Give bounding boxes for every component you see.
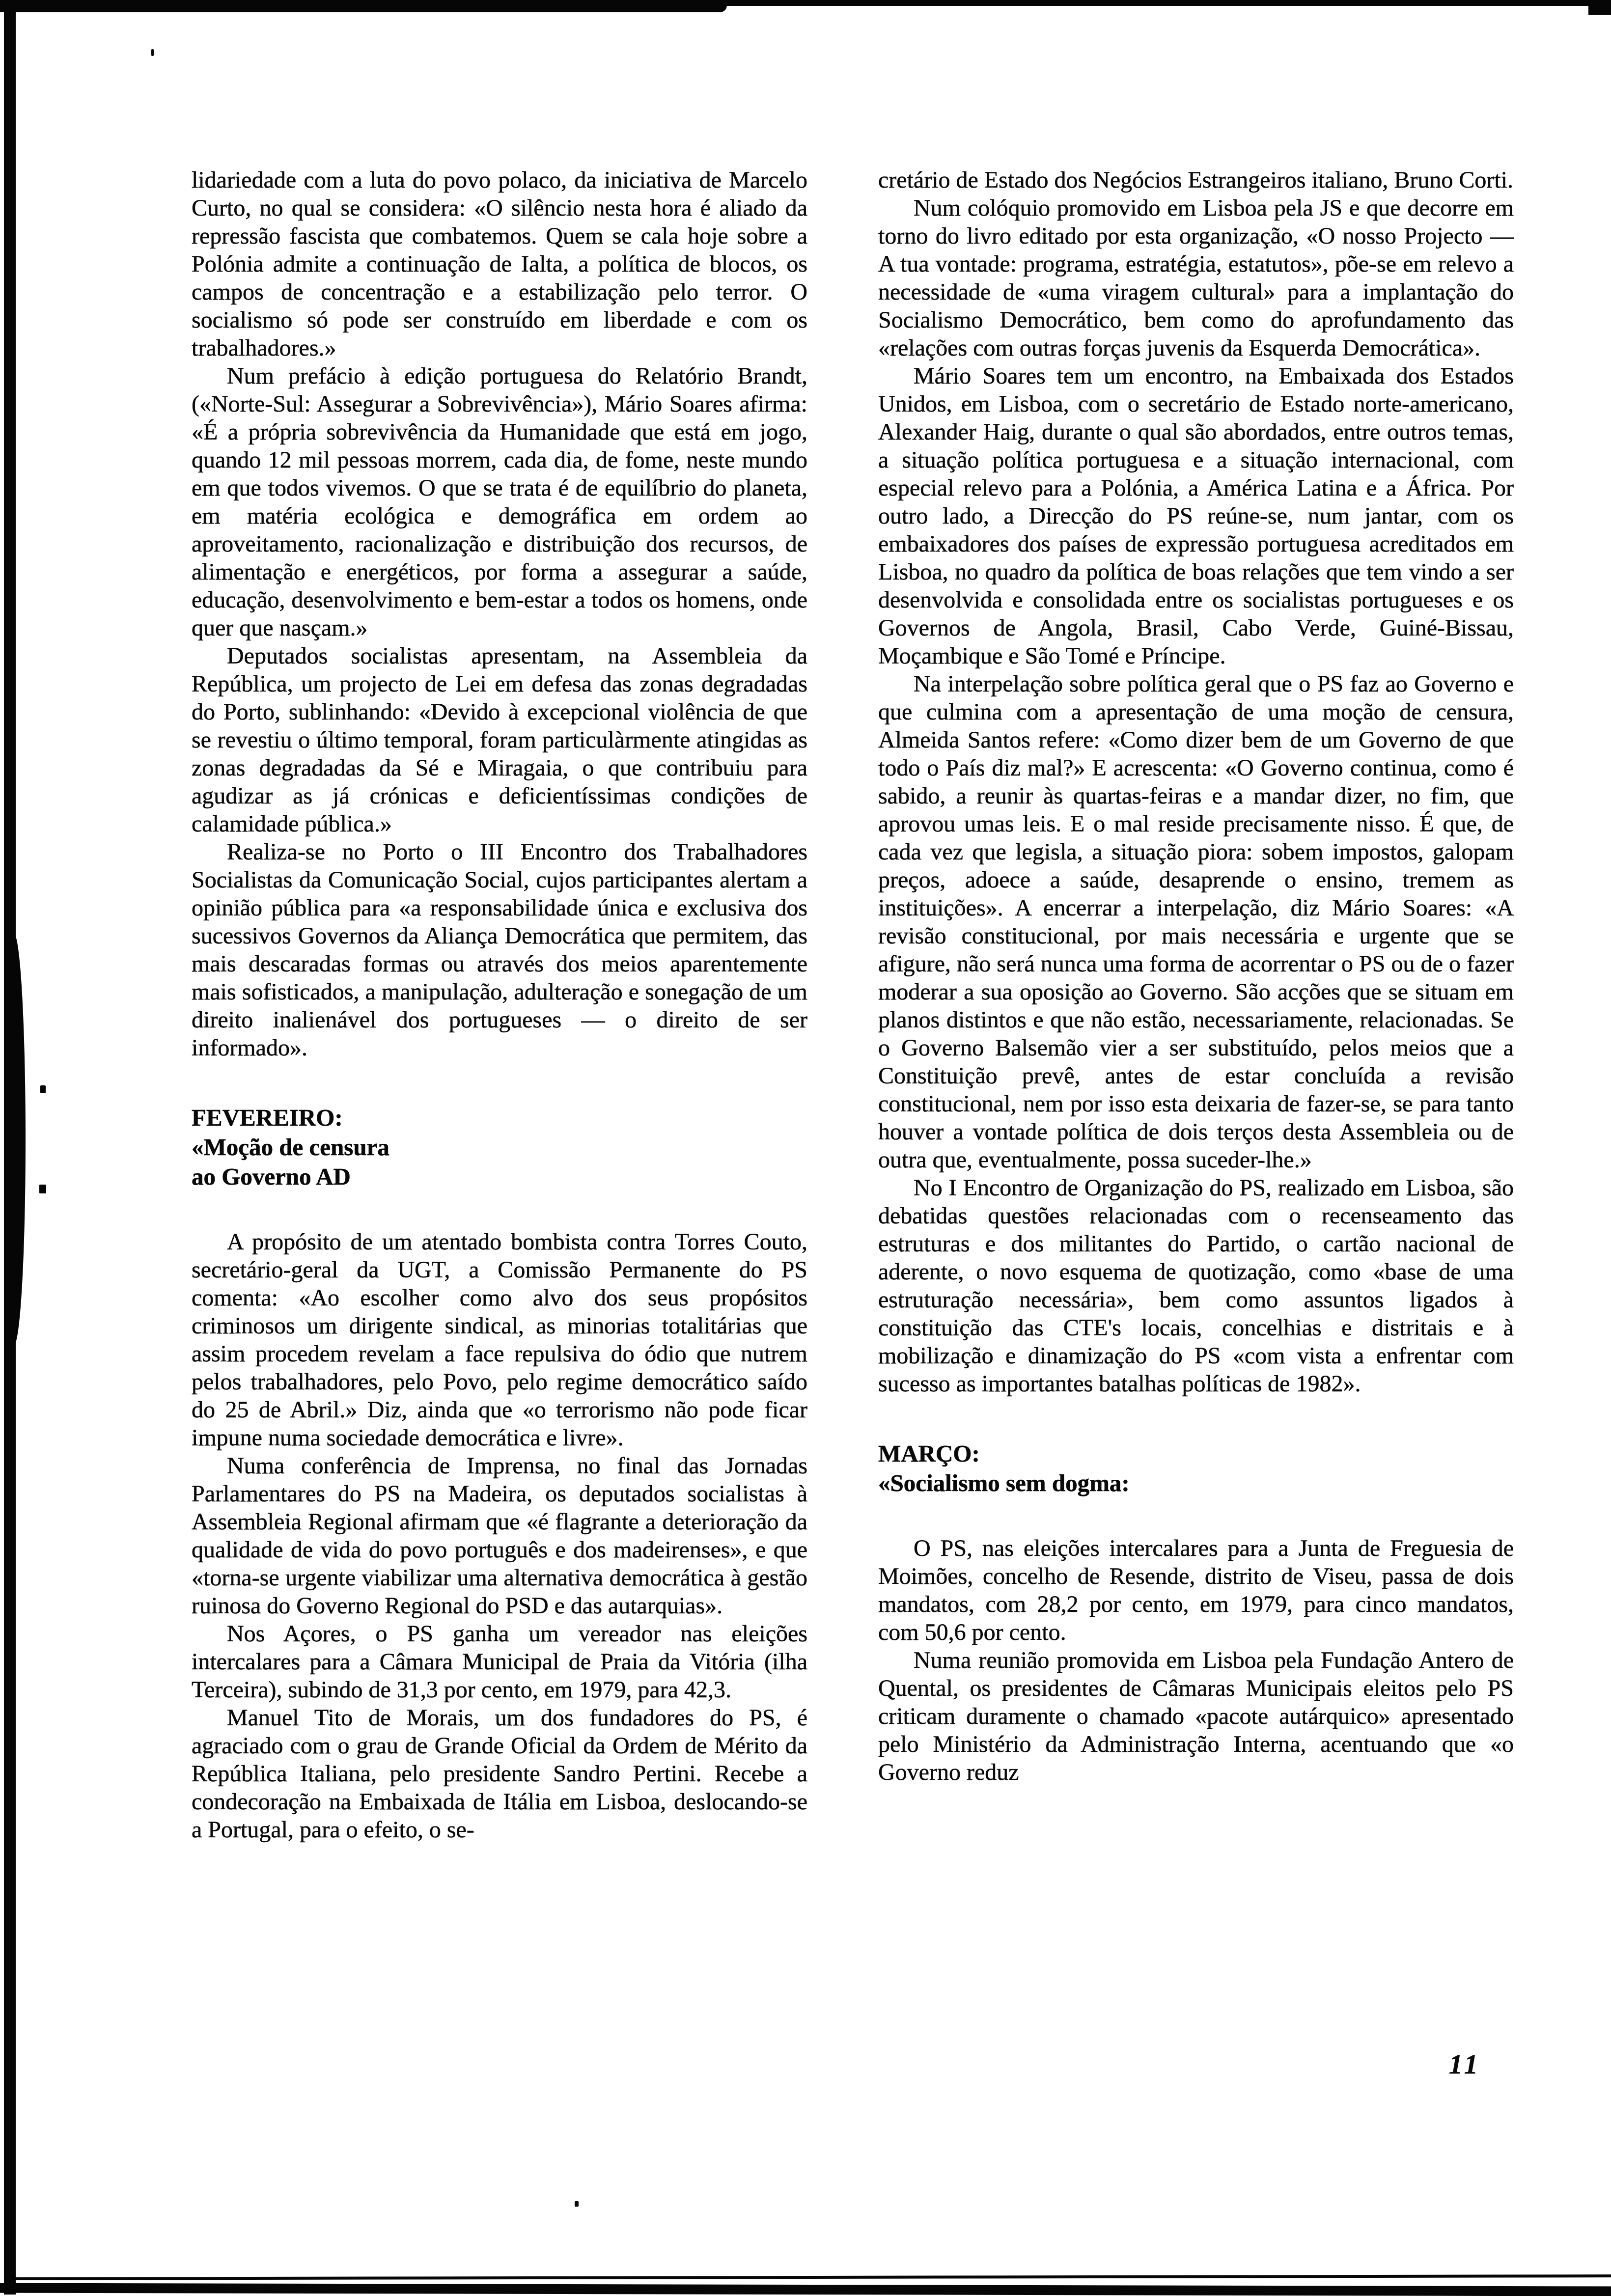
paragraph: Num prefácio à edição portuguesa do Relatório Brandt, («Norte-Sul: Assegurar a Sobrevivência»), Mário Soares afirma: «É a própria sobrevivência da Humanidade que está em jogo, quando 12 mil pessoas morrem, cada dia, de fome, neste mundo em que todos vivemos. O que se trata é de equilíbrio do planeta, em matéria ecológica e demográfica em ordem ao aproveitamento, racionalização e distribuição dos recursos, de alimentação e energéticos, por forma a assegurar a saúde, educação, desenvolvimento e bem-estar a todos os homens, onde quer que nasçam.» — [192, 363, 807, 641]
heading-line: «Moção de censura — [192, 1134, 389, 1161]
ink-speck — [151, 49, 154, 56]
paragraph: Na interpelação sobre política geral que o PS faz ao Governo e que culmina com a apresentação de uma moção de censura, Almeida Santos refere: «Como dizer bem de um Governo de que todo o País diz mal?» E acrescenta: «O Governo continua, como é sabido, a reunir às quartas-feiras e a mandar dizer, no fim, que aprovou umas leis. E o mal reside precisamente nisso. É que, de cada vez que legisla, a situação piora: sobem impostos, galopam preços, adoece a saúde, desaprende o ensino, tremem as instituições». A encerrar a interpelação, diz Mário Soares: «A revisão constitucional, por mais necessária e urgente que se afigure, não será nunca uma forma de acorrentar o PS ou de o fazer moderar a sua oposição ao Governo. São acções que se situam em planos distintos e que não estão, necessariamente, relacionadas. Se o Governo Balsemão vier a ser substituído, pelos meios que a Constituição prevê, antes de estar concluída a revisão constitucional, nem por isso esta deixaria de fazer-se, se para tanto houver a vontade política de dois terços desta Assembleia ou de outra que, eventualmente, possa suceder-lhe.» — [878, 671, 1514, 1173]
paragraph: No I Encontro de Organização do PS, realizado em Lisboa, são debatidas questões relacionadas com o recenseamento das estruturas e dos militantes do Partido, o cartão nacional de aderente, o novo esquema de quotização, como «base de uma estruturação necessária», bem como assuntos ligados à constituição das CTE's locais, concelhias e distritais e à mobilização e dinamização do PS «com vista a enfrentar com sucesso as importantes batalhas políticas de 1982». — [878, 1175, 1514, 1397]
section-heading-fevereiro — [192, 1103, 807, 1191]
paragraph: Num colóquio promovido em Lisboa pela JS e que decorre em torno do livro editado por esta organização, «O nosso Projecto — A tua vontade: programa, estratégia, estatutos», põe-se em relevo a necessidade de «uma viragem cultural» para a implantação do Socialismo Democrático, bem como do aprofundamento das «relações com outras forças juvenis da Esquerda Democrática». — [878, 195, 1514, 361]
page-number: 11 — [1449, 2049, 1481, 2080]
scan-edge-top-left — [0, 0, 727, 12]
right-column — [878, 166, 1514, 1786]
left-column — [192, 166, 807, 1844]
paragraph: O PS, nas eleições intercalares para a Junta de Freguesia de Moimões, concelho de Resende, distrito de Viseu, passa de dois mandatos, com 28,2 por cento, em 1979, para cinco mandatos, com 50,6 por cento. — [878, 1535, 1514, 1645]
paragraph: Realiza-se no Porto o III Encontro dos Trabalhadores Socialistas da Comunicação Social, cujos participantes alertam a opinião pública para «a responsabilidade única e exclusiva dos sucessivos Governos da Aliança Democrática que permitem, das mais descaradas formas ou através dos meios aparentemente mais sofisticados, a manipulação, adulteração e sonegação de um direito inalienável dos portugueses — o direito de ser informado». — [192, 839, 807, 1061]
heading-line: MARÇO: — [878, 1440, 980, 1467]
paragraph: Mário Soares tem um encontro, na Embaixada dos Estados Unidos, em Lisboa, com o secretário de Estado norte-americano, Alexander Haig, durante o qual são abordados, entre outros temas, a situação política portuguesa e a situação internacional, com especial relevo para a Polónia, a América Latina e a África. Por outro lado, a Direcção do PS reúne-se, num jantar, com os embaixadores dos países de expressão portuguesa acreditados em Lisboa, no quadro da política de boas relações que tem vindo a ser desenvolvida e consolidada entre os socialistas portugueses e os Governos de Angola, Brasil, Cabo Verde, Guiné-Bissau, Moçambique e São Tomé e Príncipe. — [878, 363, 1514, 669]
scan-edge-top-right — [1588, 0, 1611, 15]
scan-edge-bottom — [0, 2283, 1611, 2296]
paragraph: Manuel Tito de Morais, um dos fundadores do PS, é agraciado com o grau de Grande Oficial da Ordem de Mérito da República Italiana, pelo presidente Sandro Pertini. Recebe a condecoração na Embaixada de Itália em Lisboa, deslocando-se a Portugal, para o efeito, o se- — [192, 1705, 807, 1843]
scan-edge-left-bulge — [4, 933, 26, 1346]
scan-edge-bottom-line — [5, 2274, 1611, 2280]
section-heading-marco — [878, 1439, 1514, 1498]
heading-line: FEVEREIRO: — [192, 1104, 343, 1131]
paragraph: Numa reunião promovida em Lisboa pela Fundação Antero de Quental, os presidentes de Câmaras Municipais eleitos pelo PS criticam duramente o chamado «pacote autárquico» apresentado pelo Ministério da Administração Interna, acentuando que «o Governo reduz — [878, 1647, 1514, 1785]
paragraph: Deputados socialistas apresentam, na Assembleia da República, um projecto de Lei em defesa das zonas degradadas do Porto, sublinhando: «Devido à excepcional violência de que se revestiu o último temporal, foram particulàrmente atingidas as zonas degradadas da Sé e Miragaia, o que contribuiu para agudizar as já crónicas e deficientíssimas condições de calamidade pública.» — [192, 643, 807, 837]
ink-speck — [575, 2201, 579, 2207]
heading-line: «Socialismo sem dogma: — [878, 1469, 1130, 1496]
heading-line: ao Governo AD — [192, 1163, 351, 1190]
ink-speck — [40, 1085, 46, 1093]
paragraph: lidariedade com a luta do povo polaco, da iniciativa de Marcelo Curto, no qual se considera: «O silêncio nesta hora é aliado da repressão fascista que combatemos. Quem se cala hoje sobre a Polónia admite a continuação de Ialta, a política de blocos, os campos de concentração e a estabilização pelo terror. O socialismo só pode ser construído em liberdade e com os trabalhadores.» — [192, 167, 807, 361]
paragraph: cretário de Estado dos Negócios Estrangeiros italiano, Bruno Corti. — [878, 167, 1514, 193]
ink-speck — [39, 1185, 46, 1193]
paragraph: Nos Açores, o PS ganha um vereador nas eleições intercalares para a Câmara Municipal de Praia da Vitória (ilha Terceira), subindo de 31,3 por cento, em 1979, para 42,3. — [192, 1621, 807, 1703]
paragraph: A propósito de um atentado bombista contra Torres Couto, secretário-geral da UGT, a Comissão Permanente do PS comenta: «Ao escolher como alvo dos seus propósitos criminosos um dirigente sindical, as minorias totalitárias que assim procedem revelam a face repulsiva do ódio que nutrem pelos trabalhadores, pelo Povo, pelo regime democrático saído do 25 de Abril.» Diz, ainda que «o terrorismo não pode ficar impune numa sociedade democrática e livre». — [192, 1229, 807, 1451]
paragraph: Numa conferência de Imprensa, no final das Jornadas Parlamentares do PS na Madeira, os deputados socialistas à Assembleia Regional afirmam que «é flagrante a deterioração da qualidade de vida do povo português e dos madeirenses», e que «torna-se urgente viabilizar uma alternativa democrática à gestão ruinosa do Governo Regional do PSD e das autarquias». — [192, 1453, 807, 1619]
